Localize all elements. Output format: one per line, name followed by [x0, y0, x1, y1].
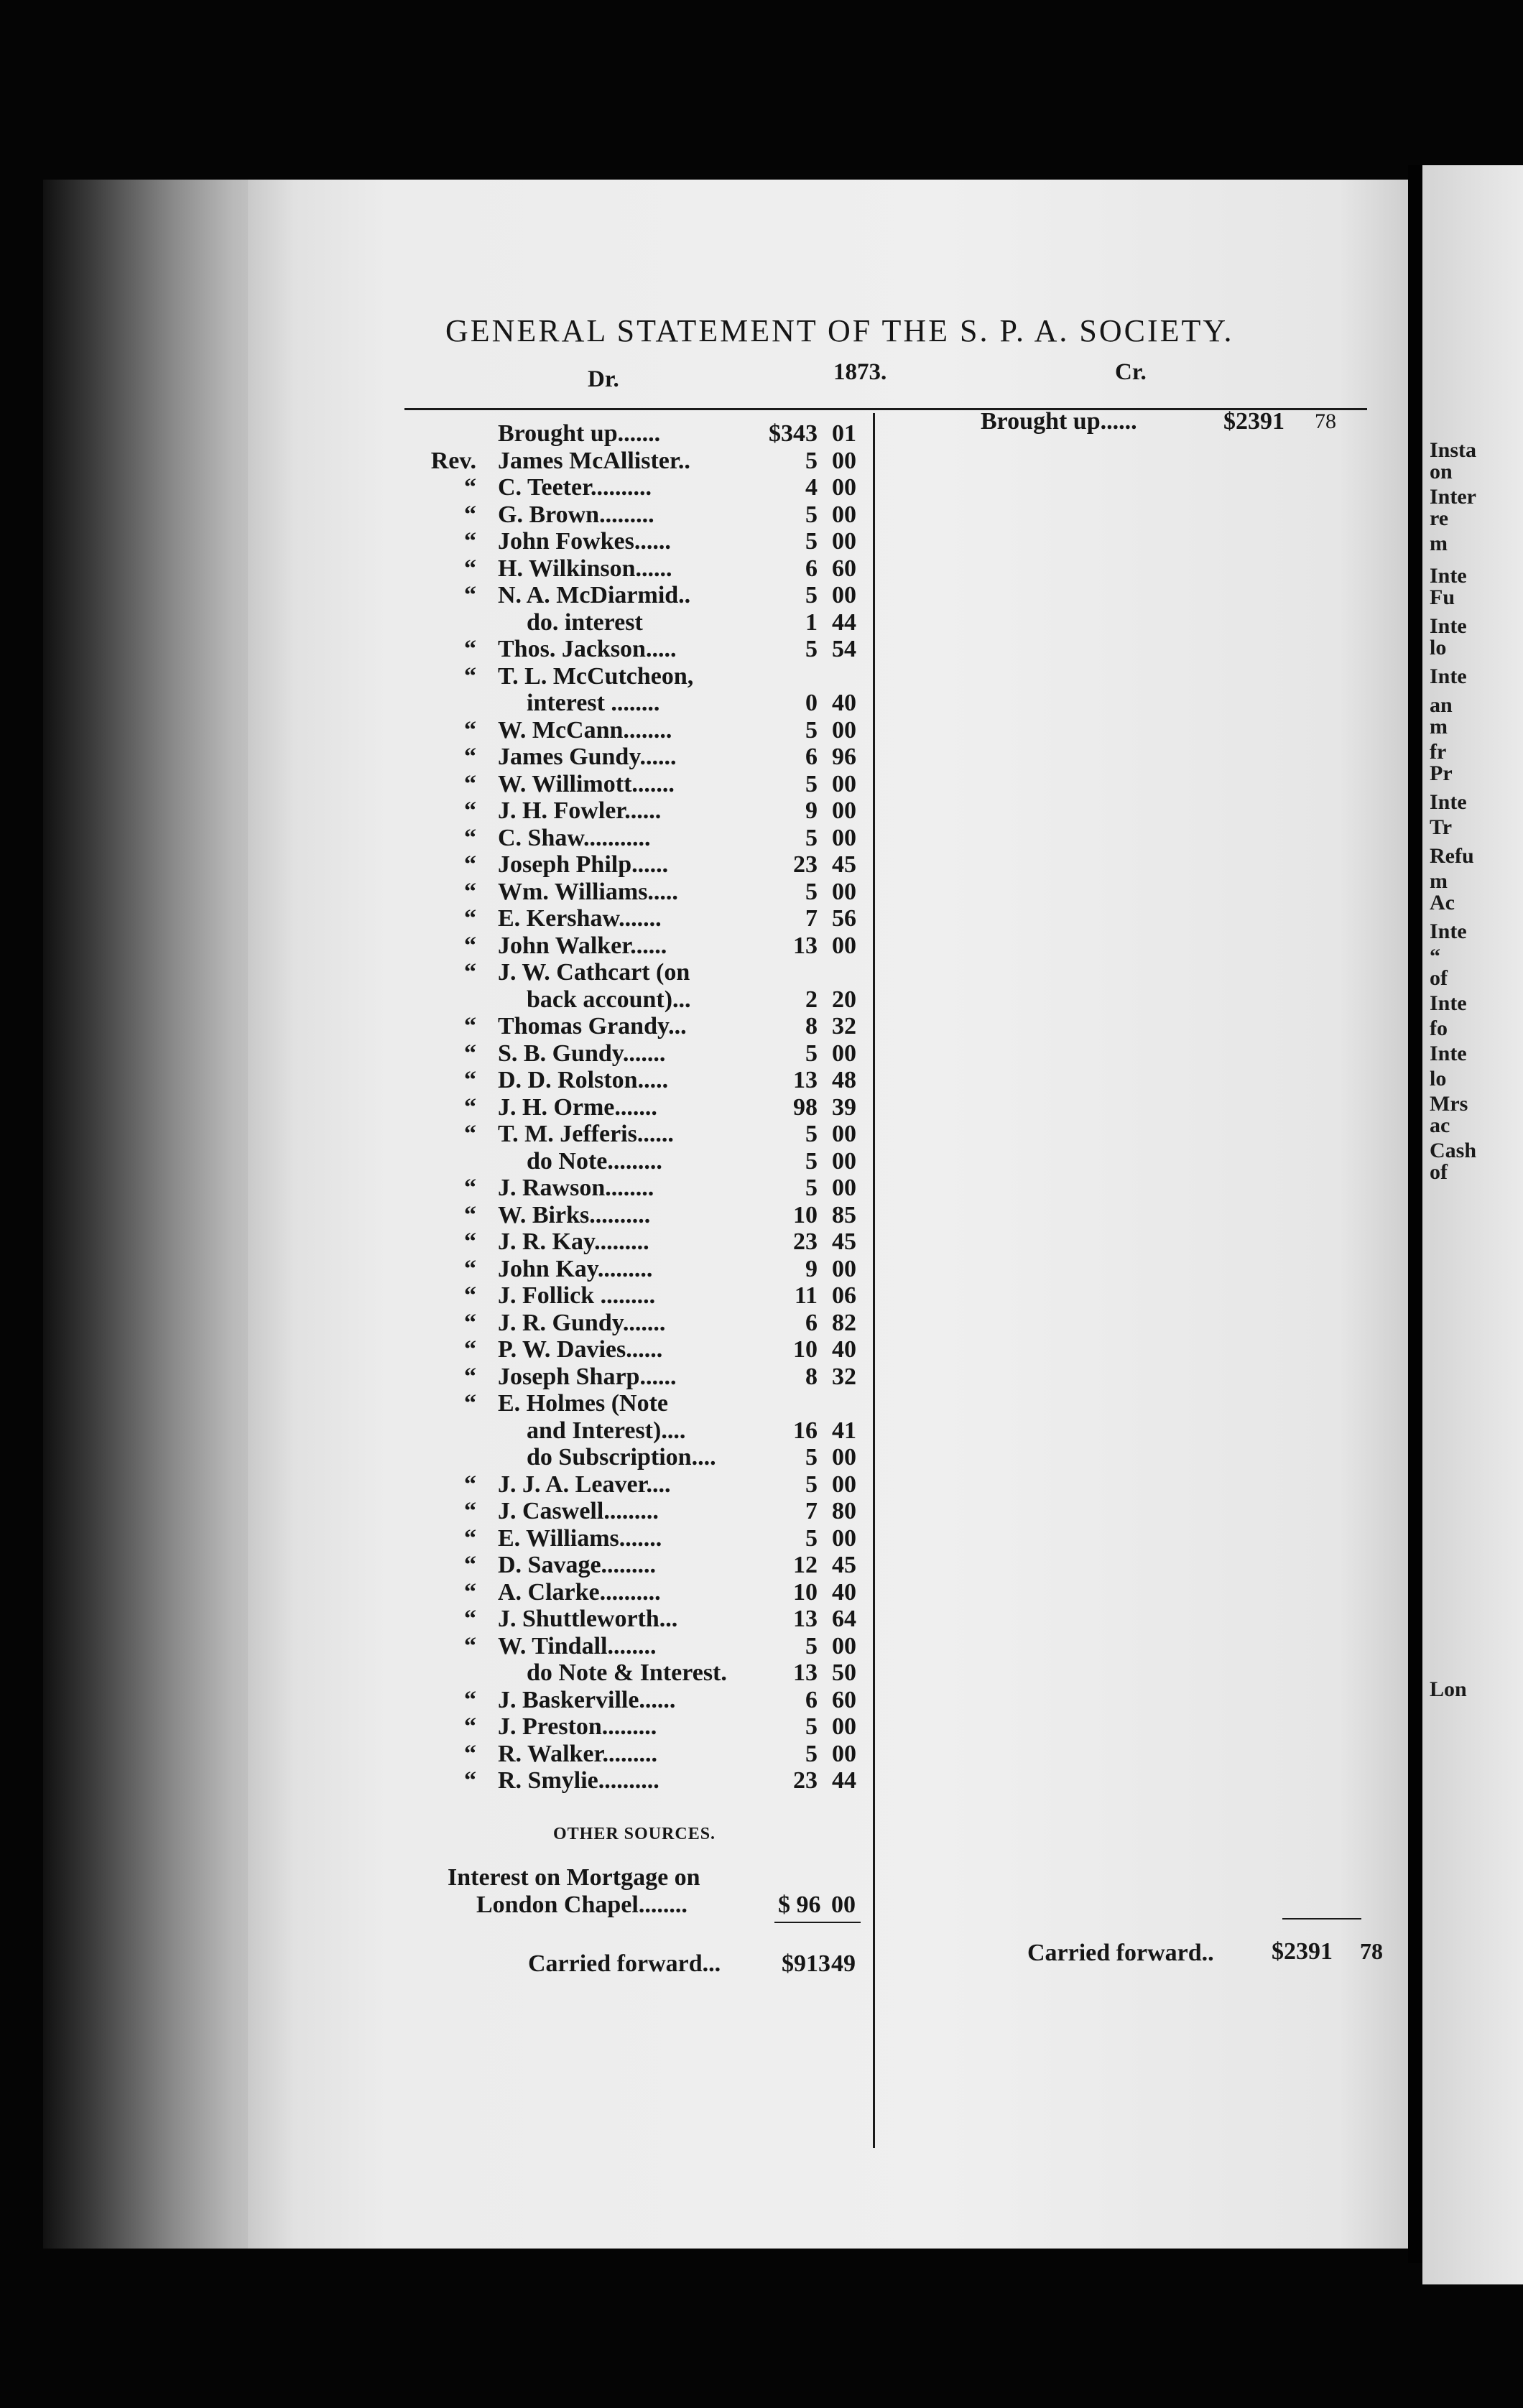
debit-row-name: J. H. Orme.......: [498, 1093, 657, 1121]
debit-row-name: G. Brown.........: [498, 501, 654, 528]
debit-row-dollars: 5: [805, 770, 818, 797]
debit-row: [404, 555, 871, 583]
debit-row-dollars: 5: [805, 1524, 818, 1552]
debit-row-dollars: 9: [805, 797, 818, 824]
debit-row-cents: 06: [832, 1282, 856, 1309]
adjacent-page-text: on: [1430, 460, 1453, 483]
adjacent-page-text: Inter: [1430, 485, 1476, 509]
page-title: GENERAL STATEMENT OF THE S. P. A. SOCIETY.: [445, 313, 1234, 348]
book-page-edges: [43, 180, 280, 2249]
debit-row-name: J. W. Cathcart (on: [498, 959, 690, 986]
credit-brought-up-cents: 78: [1315, 409, 1336, 433]
debit-row: [404, 1471, 871, 1499]
debit-row-prefix: “: [464, 1067, 476, 1093]
adjacent-page-text: Inte: [1430, 614, 1467, 638]
other-sources-line-2: London Chapel........: [476, 1891, 688, 1918]
debit-row-prefix: “: [464, 744, 476, 770]
debit-row-name: do Note & Interest.: [527, 1659, 727, 1686]
debit-row-dollars: 23: [793, 1228, 818, 1255]
debit-row-name: W. McCann........: [498, 716, 672, 744]
debit-row-prefix: “: [464, 905, 476, 932]
debit-row: [404, 1310, 871, 1337]
debit-row: [404, 1067, 871, 1094]
debit-row-cents: 80: [832, 1498, 856, 1524]
debit-row-dollars: 98: [793, 1093, 818, 1121]
debit-row-name: W. Birks..........: [498, 1201, 651, 1228]
debit-row-name: do Subscription....: [527, 1444, 716, 1471]
debit-row: [404, 663, 871, 690]
debit-row-cents: 00: [832, 1740, 856, 1767]
debit-row-name: E. Holmes (Note: [498, 1390, 669, 1417]
debit-row: [404, 1390, 871, 1417]
debit-row-prefix: “: [464, 1632, 476, 1659]
debit-row: [404, 744, 871, 771]
debit-row-dollars: 13: [793, 932, 818, 959]
debit-row-prefix: “: [464, 959, 476, 986]
debit-row-cents: 00: [832, 447, 856, 474]
debit-row-name: T. L. McCutcheon,: [498, 662, 694, 690]
debit-row-dollars: 5: [805, 1444, 818, 1471]
debit-row: [404, 1417, 871, 1445]
adjacent-page-text: Insta: [1430, 438, 1477, 462]
other-sources-cents: 00: [831, 1891, 856, 1918]
debit-row-cents: 00: [832, 1713, 856, 1740]
debit-row-cents: 39: [832, 1093, 856, 1121]
debit-row-prefix: “: [464, 932, 476, 959]
adjacent-page-text: Mrs: [1430, 1092, 1468, 1116]
debit-row-prefix: “: [464, 501, 476, 528]
debit-row-cents: 00: [832, 1471, 856, 1498]
debit-row-dollars: 6: [805, 1309, 818, 1336]
debit-row-dollars: 10: [793, 1336, 818, 1363]
debit-row-name: J. Caswell.........: [498, 1498, 659, 1524]
debit-row: [404, 448, 871, 475]
debit-row-dollars: 5: [805, 636, 818, 662]
debit-carried-forward-label: Carried forward...: [528, 1950, 721, 1977]
debit-row-cents: 20: [832, 986, 856, 1013]
debit-row-cents: 00: [832, 1175, 856, 1201]
debit-row: [404, 771, 871, 798]
debit-row-prefix: “: [464, 1039, 476, 1067]
debit-row: [404, 1713, 871, 1741]
debit-row: [404, 959, 871, 986]
debit-row-cents: 32: [832, 1013, 856, 1039]
debit-row-prefix: “: [464, 1606, 476, 1632]
debit-row-prefix: “: [464, 582, 476, 608]
debit-row-name: John Walker......: [498, 932, 667, 959]
debit-row-cents: 00: [832, 474, 856, 501]
debit-row-cents: 00: [832, 824, 856, 851]
debit-row-prefix: “: [464, 1255, 476, 1282]
debit-row-name: E. Kershaw.......: [498, 905, 662, 932]
debit-row-dollars: 6: [805, 744, 818, 770]
adjacent-page-text: Fu: [1430, 585, 1455, 609]
debit-row: [404, 1741, 871, 1768]
debit-row-cents: 00: [832, 797, 856, 824]
adjacent-page-text: Inte: [1430, 920, 1467, 943]
debit-row-dollars: 2: [805, 986, 818, 1013]
debit-row-prefix: “: [464, 1578, 476, 1606]
debit-row-name: J. R. Gundy.......: [498, 1309, 666, 1336]
debit-row-name: D. D. Rolston.....: [498, 1067, 669, 1093]
debit-row-name: C. Teeter..........: [498, 474, 652, 501]
debit-row: [404, 717, 871, 744]
debit-row: [404, 932, 871, 960]
debit-row-dollars: 12: [793, 1552, 818, 1578]
adjacent-page-text: Inte: [1430, 564, 1467, 588]
debit-row-name: R. Walker.........: [498, 1740, 657, 1767]
adjacent-page-text: fr: [1430, 740, 1447, 764]
debit-row-prefix: “: [464, 1228, 476, 1255]
debit-row: [404, 1633, 871, 1660]
debit-row: [404, 474, 871, 501]
debit-row: [404, 609, 871, 636]
debit-row-name: Thomas Grandy...: [498, 1013, 687, 1039]
adjacent-page-text: “: [1430, 945, 1440, 968]
debit-row: [404, 1687, 871, 1714]
debit-carried-forward-cents: 49: [831, 1950, 856, 1977]
debit-row-cents: 82: [832, 1309, 856, 1336]
debit-row-name: W. Willimott.......: [498, 770, 675, 797]
debit-row: [404, 501, 871, 529]
other-sources-line-1: Interest on Mortgage on: [448, 1864, 700, 1891]
debit-row-cents: 60: [832, 1686, 856, 1713]
debit-row-dollars: 11: [794, 1282, 818, 1309]
debit-row-name: H. Wilkinson......: [498, 555, 672, 582]
debit-row-dollars: 5: [805, 582, 818, 608]
credit-brought-up-label: Brought up......: [981, 408, 1137, 435]
debit-row-name: D. Savage.........: [498, 1552, 657, 1578]
debit-row-prefix: “: [464, 797, 476, 824]
debit-row-cents: 45: [832, 1228, 856, 1255]
adjacent-page-text: of: [1430, 1160, 1448, 1184]
debit-row-dollars: 0: [805, 690, 818, 716]
debit-row-name: Joseph Philp......: [498, 851, 669, 878]
debit-row-cents: 00: [832, 878, 856, 905]
debit-row-prefix: “: [464, 528, 476, 555]
debit-row-cents: 50: [832, 1659, 856, 1686]
debit-row: [404, 1228, 871, 1256]
debit-row-prefix: “: [464, 1201, 476, 1228]
adjacent-page-fragment: [1422, 165, 1523, 2284]
adjacent-page-text: Inte: [1430, 991, 1467, 1015]
debit-row-dollars: 5: [805, 1471, 818, 1498]
debit-row-prefix: “: [464, 1713, 476, 1740]
debit-row: [404, 1282, 871, 1310]
debit-row-dollars: 5: [805, 528, 818, 555]
debit-row-prefix: “: [464, 1740, 476, 1767]
debit-row-prefix: “: [464, 851, 476, 878]
debit-row-cents: 40: [832, 690, 856, 716]
debit-row-name: John Fowkes......: [498, 528, 671, 555]
adjacent-page-text: ac: [1430, 1113, 1450, 1137]
column-divider: [873, 413, 875, 2148]
adjacent-page-text: m: [1430, 715, 1448, 738]
debit-row-name: J. H. Fowler......: [498, 797, 662, 824]
debit-row-cents: 00: [832, 770, 856, 797]
adjacent-page-text: Cash: [1430, 1139, 1477, 1162]
debit-row-dollars: 5: [805, 716, 818, 744]
debit-row-name: James McAllister..: [498, 447, 690, 474]
adjacent-page-text: lo: [1430, 1067, 1447, 1090]
debit-row-dollars: 5: [805, 1175, 818, 1201]
debit-row-name: Joseph Sharp......: [498, 1363, 677, 1390]
debit-row-prefix: “: [464, 1524, 476, 1552]
adjacent-page-text: Ac: [1430, 891, 1455, 914]
credit-carried-forward-label: Carried forward..: [1027, 1940, 1214, 1966]
debit-row: [404, 690, 871, 717]
debit-row: [404, 1606, 871, 1633]
debit-row: [404, 528, 871, 555]
debit-row-dollars: 5: [805, 878, 818, 905]
debit-row-dollars: 1: [805, 608, 818, 636]
debit-row: [404, 797, 871, 825]
debit-row-dollars: 7: [805, 905, 818, 932]
debit-row-cents: 00: [832, 1255, 856, 1282]
debit-row-prefix: “: [464, 1390, 476, 1417]
debit-row-name: J. Follick .........: [498, 1282, 656, 1309]
debit-row-name: back account)...: [527, 986, 691, 1013]
adjacent-page-text: Inte: [1430, 1042, 1467, 1065]
debit-carried-forward-dollars: $913: [782, 1950, 830, 1977]
debit-row-cents: 00: [832, 582, 856, 608]
debit-row-cents: 00: [832, 716, 856, 744]
debit-row-name: R. Smylie..........: [498, 1767, 659, 1794]
debit-row-name: John Kay.........: [498, 1255, 653, 1282]
debit-row-prefix: “: [464, 878, 476, 905]
debit-row-cents: 00: [832, 1632, 856, 1659]
debit-row-cents: 54: [832, 636, 856, 662]
debit-row-dollars: 5: [805, 501, 818, 528]
debit-row-prefix: “: [464, 1363, 476, 1390]
debit-row-dollars: 6: [805, 1686, 818, 1713]
debit-row-dollars: 23: [793, 851, 818, 878]
credit-carried-forward-dollars: $2391: [1272, 1938, 1333, 1965]
debit-row-name: J. J. A. Leaver....: [498, 1471, 671, 1498]
debit-row-prefix: “: [464, 1309, 476, 1336]
debit-row-cents: 85: [832, 1201, 856, 1228]
debit-row-prefix: “: [464, 1013, 476, 1039]
adjacent-page-text: Lon: [1430, 1677, 1467, 1701]
debit-row-name: J. Baskerville......: [498, 1686, 676, 1713]
debit-row-prefix: “: [464, 1093, 476, 1121]
debit-row-cents: 00: [832, 501, 856, 528]
debit-row-name: E. Williams.......: [498, 1524, 662, 1552]
year-heading: 1873.: [833, 359, 887, 385]
debit-row-cents: 56: [832, 905, 856, 932]
adjacent-page-text: an: [1430, 693, 1453, 717]
debit-row-dollars: 6: [805, 555, 818, 582]
adjacent-page-text: Refu: [1430, 844, 1474, 868]
debit-row: [404, 1579, 871, 1606]
debit-row-dollars: 5: [805, 447, 818, 474]
debit-row-dollars: 5: [805, 1039, 818, 1067]
adjacent-page-text: Pr: [1430, 761, 1453, 785]
debit-row-prefix: Rev.: [430, 447, 476, 474]
other-sources-heading: OTHER SOURCES.: [553, 1825, 716, 1843]
debit-row-dollars: 10: [793, 1201, 818, 1228]
adjacent-page-text: Inte: [1430, 790, 1467, 814]
debit-row: [404, 1094, 871, 1121]
debit-row: [404, 986, 871, 1014]
debit-row-prefix: “: [464, 824, 476, 851]
adjacent-page-text: m: [1430, 869, 1448, 893]
debit-row: [404, 1013, 871, 1040]
debit-row-name: P. W. Davies......: [498, 1336, 663, 1363]
adjacent-page-text: Inte: [1430, 664, 1467, 688]
debit-row-cents: 00: [832, 528, 856, 555]
debit-row-prefix: “: [464, 1767, 476, 1794]
debit-row-dollars: $343: [769, 420, 818, 447]
debit-row-dollars: 10: [793, 1578, 818, 1606]
debit-row-prefix: “: [464, 1471, 476, 1498]
debit-row-cents: 00: [832, 932, 856, 959]
debit-row-dollars: 4: [805, 474, 818, 501]
debit-row-prefix: “: [464, 474, 476, 501]
debit-row-cents: 40: [832, 1336, 856, 1363]
debit-row: [404, 1040, 871, 1068]
debit-row-cents: 32: [832, 1363, 856, 1390]
debit-row-name: Thos. Jackson.....: [498, 636, 677, 662]
debit-row: [404, 1363, 871, 1391]
adjacent-page-text: fo: [1430, 1017, 1448, 1040]
debit-row-name: T. M. Jefferis......: [498, 1121, 674, 1147]
debit-row: [404, 1336, 871, 1363]
debit-row: [404, 1121, 871, 1148]
debit-row-prefix: “: [464, 636, 476, 662]
debit-row-cents: 00: [832, 1147, 856, 1175]
adjacent-page-text: of: [1430, 966, 1448, 990]
debit-row: [404, 1498, 871, 1525]
debit-row-dollars: 5: [805, 1632, 818, 1659]
debit-row-cents: 48: [832, 1067, 856, 1093]
debit-row-name: J. Preston.........: [498, 1713, 657, 1740]
debit-row-dollars: 8: [805, 1013, 818, 1039]
debit-row-prefix: “: [464, 555, 476, 582]
debit-row-name: do. interest: [527, 608, 643, 636]
debit-row-prefix: “: [464, 1336, 476, 1363]
debit-row-name: N. A. McDiarmid..: [498, 582, 691, 608]
debit-row-cents: 45: [832, 1552, 856, 1578]
debit-row-cents: 96: [832, 744, 856, 770]
debit-row-dollars: 13: [793, 1067, 818, 1093]
debit-row-prefix: “: [464, 1175, 476, 1201]
debit-row: [404, 1552, 871, 1579]
debit-row-cents: 00: [832, 1444, 856, 1471]
credit-heading: Cr.: [1115, 359, 1147, 385]
debit-row-name: C. Shaw...........: [498, 824, 651, 851]
debit-row-dollars: 5: [805, 1740, 818, 1767]
adjacent-page-text: m: [1430, 532, 1448, 555]
other-sources-dollars: $ 96: [778, 1891, 821, 1918]
debit-row: [404, 1659, 871, 1687]
debit-row-dollars: 5: [805, 1713, 818, 1740]
debit-row-cents: 00: [832, 1524, 856, 1552]
debit-row: [404, 582, 871, 609]
debit-row-cents: 00: [832, 1039, 856, 1067]
debit-row-prefix: “: [464, 1282, 476, 1309]
debit-row-prefix: “: [464, 662, 476, 690]
debit-row: [404, 1444, 871, 1471]
debit-row-name: A. Clarke..........: [498, 1578, 661, 1606]
debit-row: [404, 851, 871, 879]
debit-row-cents: 00: [832, 1121, 856, 1147]
header-rule: [404, 408, 1367, 410]
debit-row-name: Wm. Williams.....: [498, 878, 678, 905]
debit-row-dollars: 13: [793, 1606, 818, 1632]
debit-row-name: and Interest)....: [527, 1417, 686, 1444]
ledger-page: [248, 180, 1408, 2249]
page-gutter: [1408, 165, 1422, 2263]
debit-row-name: W. Tindall........: [498, 1632, 657, 1659]
debit-row-name: Brought up.......: [498, 420, 661, 447]
debit-row-dollars: 13: [793, 1659, 818, 1686]
credit-total-rule: [1282, 1918, 1361, 1920]
debit-row: [404, 420, 871, 448]
debit-row-name: J. Rawson........: [498, 1175, 654, 1201]
adjacent-page-text: re: [1430, 506, 1449, 530]
debit-row-dollars: 9: [805, 1255, 818, 1282]
debit-row-dollars: 16: [793, 1417, 818, 1444]
debit-row-prefix: “: [464, 1686, 476, 1713]
debit-row-prefix: “: [464, 1552, 476, 1578]
debit-heading: Dr.: [588, 366, 619, 392]
debit-row: [404, 636, 871, 663]
debit-row-dollars: 5: [805, 824, 818, 851]
debit-row: [404, 1202, 871, 1229]
debit-row-dollars: 5: [805, 1121, 818, 1147]
debit-row-cents: 40: [832, 1578, 856, 1606]
debit-row-prefix: “: [464, 1121, 476, 1147]
credit-brought-up-dollars: $2391: [1223, 408, 1284, 435]
debit-row-dollars: 23: [793, 1767, 818, 1794]
adjacent-page-text: lo: [1430, 636, 1447, 659]
debit-row-name: J. Shuttleworth...: [498, 1606, 678, 1632]
debit-row-cents: 01: [832, 420, 856, 447]
other-sources-underline: [774, 1922, 861, 1923]
debit-row-cents: 64: [832, 1606, 856, 1632]
debit-row-name: interest ........: [527, 690, 660, 716]
debit-row-name: James Gundy......: [498, 744, 677, 770]
debit-row-prefix: “: [464, 1498, 476, 1524]
debit-row: [404, 879, 871, 906]
debit-row-prefix: “: [464, 716, 476, 744]
debit-row-prefix: “: [464, 770, 476, 797]
debit-row: [404, 1256, 871, 1283]
debit-row: [404, 1175, 871, 1202]
adjacent-page-text: Tr: [1430, 815, 1453, 839]
debit-row: [404, 825, 871, 852]
credit-carried-forward-cents: 78: [1360, 1938, 1383, 1964]
debit-row-cents: 41: [832, 1417, 856, 1444]
debit-row-cents: 60: [832, 555, 856, 582]
debit-row: [404, 1767, 871, 1795]
debit-row: [404, 1148, 871, 1175]
debit-row-name: do Note.........: [527, 1147, 662, 1175]
debit-row-name: S. B. Gundy.......: [498, 1039, 666, 1067]
debit-row-dollars: 5: [805, 1147, 818, 1175]
debit-row-cents: 45: [832, 851, 856, 878]
debit-row-name: J. R. Kay.........: [498, 1228, 649, 1255]
debit-row: [404, 1525, 871, 1552]
debit-row-cents: 44: [832, 1767, 856, 1794]
debit-row-dollars: 7: [805, 1498, 818, 1524]
debit-row: [404, 905, 871, 932]
debit-row-cents: 44: [832, 608, 856, 636]
debit-row-dollars: 8: [805, 1363, 818, 1390]
